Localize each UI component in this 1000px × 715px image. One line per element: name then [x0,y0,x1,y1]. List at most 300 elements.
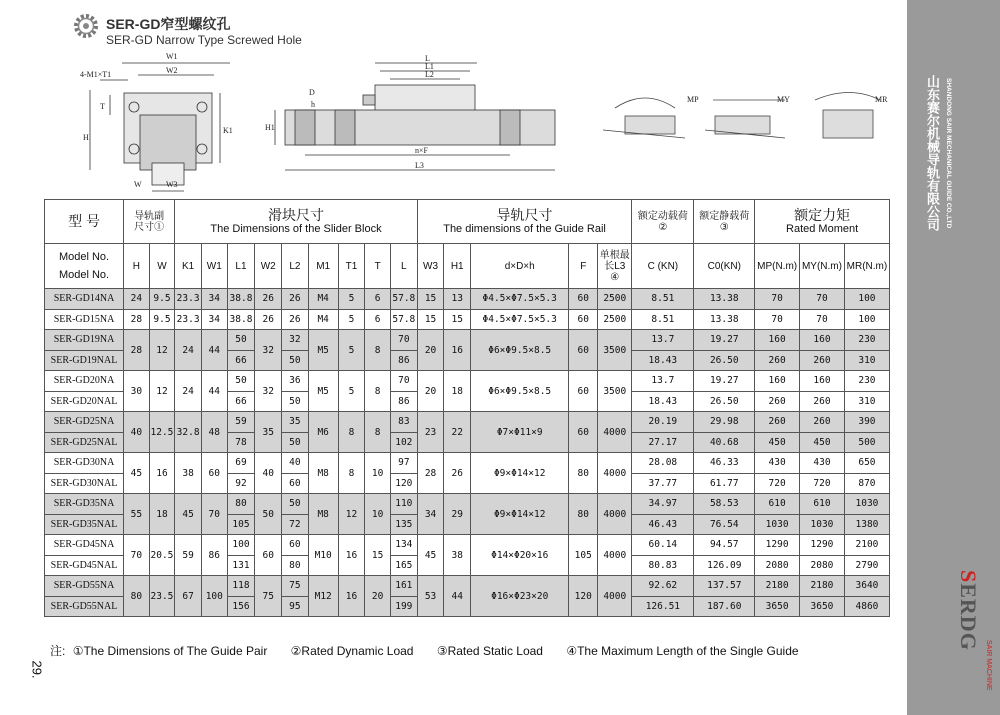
cell-w3: 28 [417,453,444,494]
brand-sub: SAIR MACHINE [985,640,992,691]
footnotes [50,642,819,659]
col-c: C (KN) [632,244,694,289]
cell-l: 102 [390,432,417,453]
cell-m1: M12 [308,576,338,617]
cell-l1: 66 [227,350,255,371]
col-t1: T1 [338,244,365,289]
cell-mp: 430 [755,453,800,474]
cell-t: 8 [365,371,391,412]
cell-h: 28 [124,330,150,371]
cell-l: 110 [390,494,417,515]
cell-my: 70 [800,309,845,330]
cell-c: 46.43 [632,514,694,535]
col-t: T [365,244,391,289]
model-cell: SER-GD45NAL [45,555,124,576]
cell-w: 9.5 [149,289,175,310]
label-my: MY [777,95,790,104]
cell-mp: 3650 [755,596,800,617]
cell-k1: 45 [175,494,202,535]
cell-mp: 720 [755,473,800,494]
table-row [45,309,890,330]
cell-w: 12 [149,371,175,412]
col-m1: M1 [308,244,338,289]
cell-mp: 610 [755,494,800,515]
label-k1: K1 [223,126,233,135]
cell-h1: 22 [444,412,471,453]
cell-my: 260 [800,412,845,433]
cell-w3: 45 [417,535,444,576]
cell-c0: 19.27 [694,330,755,351]
cell-mr: 500 [844,432,889,453]
title-cn: SER-GD窄型螺纹孔 [106,16,231,32]
cell-c0: 126.09 [694,555,755,576]
title-en: SER-GD Narrow Type Screwed Hole [106,33,302,47]
cell-h: 70 [124,535,150,576]
cell-mp: 2080 [755,555,800,576]
cell-m1: M5 [308,330,338,371]
cell-my: 430 [800,453,845,474]
cell-mr: 230 [844,371,889,392]
cell-l: 57.8 [390,309,417,330]
cell-l1: 105 [227,514,255,535]
cell-w2: 32 [255,371,282,412]
moment-diagrams [595,80,890,150]
cell-l2: 32 [282,330,309,351]
cell-ddh: Φ16×Φ23×20 [471,576,569,617]
cell-m1: M4 [308,289,338,310]
cell-w3: 23 [417,412,444,453]
cell-l2: 50 [282,494,309,515]
cell-w2: 50 [255,494,282,535]
cell-l2: 35 [282,412,309,433]
note-4: ④The Maximum Length of the Single Guide [566,644,799,658]
cell-h: 28 [124,309,150,330]
cell-w: 18 [149,494,175,535]
cell-l1: 38.8 [227,309,255,330]
cell-l1: 131 [227,555,255,576]
cell-ddh: Φ9×Φ14×12 [471,453,569,494]
label-mp: MP [687,95,699,104]
cell-k1: 67 [175,576,202,617]
cell-my: 1290 [800,535,845,556]
cell-l: 70 [390,371,417,392]
cell-l1: 100 [227,535,255,556]
cell-mp: 70 [755,289,800,310]
cell-mr: 310 [844,391,889,412]
note-prefix: 注: [50,644,66,658]
cell-t1: 16 [338,535,365,576]
table-row [45,412,890,433]
cell-mp: 1290 [755,535,800,556]
cell-l2: 50 [282,391,309,412]
cell-l3: 4000 [598,412,632,453]
cell-my: 3650 [800,596,845,617]
col-w2: W2 [255,244,282,289]
model-cell: SER-GD19NAL [45,350,124,371]
cell-m1: M10 [308,535,338,576]
cell-l3: 2500 [598,309,632,330]
cell-c: 126.51 [632,596,694,617]
cell-mr: 310 [844,350,889,371]
cell-w1: 70 [201,494,227,535]
cell-c: 8.51 [632,309,694,330]
brand-logo: SERDG [956,570,981,651]
cell-t: 10 [365,494,391,535]
model-cell: SER-GD19NA [45,330,124,351]
model-cell: SER-GD25NA [45,412,124,433]
cell-w2: 32 [255,330,282,371]
model-cell: SER-GD55NA [45,576,124,597]
cell-h: 40 [124,412,150,453]
cell-c: 28.08 [632,453,694,474]
label-l: L [425,54,430,63]
col-my: MY(N.m) [800,244,845,289]
cell-mr: 100 [844,289,889,310]
cell-l2: 95 [282,596,309,617]
label-w1: W1 [166,52,178,61]
cell-w1: 60 [201,453,227,494]
cell-l: 134 [390,535,417,556]
cell-f: 80 [569,494,598,535]
col-w3: W3 [417,244,444,289]
cell-w2: 40 [255,453,282,494]
note-2: ②Rated Dynamic Load [290,644,414,658]
col-h1: H1 [444,244,471,289]
model-cell: SER-GD20NA [45,371,124,392]
cell-h1: 44 [444,576,471,617]
cell-m1: M6 [308,412,338,453]
col-w1: W1 [201,244,227,289]
cell-my: 610 [800,494,845,515]
cell-l3: 2500 [598,289,632,310]
cell-l2: 60 [282,535,309,556]
cell-c0: 19.27 [694,371,755,392]
cell-w1: 100 [201,576,227,617]
cell-f: 80 [569,453,598,494]
cell-c: 20.19 [632,412,694,433]
cell-l1: 50 [227,371,255,392]
cell-ddh: Φ14×Φ20×16 [471,535,569,576]
cell-my: 260 [800,350,845,371]
cell-f: 60 [569,412,598,453]
cell-t1: 16 [338,576,365,617]
cell-w: 12.5 [149,412,175,453]
cell-c: 8.51 [632,289,694,310]
cell-l1: 38.8 [227,289,255,310]
cell-my: 2180 [800,576,845,597]
cell-h1: 13 [444,289,471,310]
col-c0: C0(KN) [694,244,755,289]
cell-l2: 50 [282,350,309,371]
cell-l: 161 [390,576,417,597]
cell-mp: 260 [755,391,800,412]
head-static: 额定静载荷 ③ [694,200,755,244]
cell-f: 120 [569,576,598,617]
cell-mp: 160 [755,330,800,351]
cell-t: 10 [365,453,391,494]
head-slider: 滑块尺寸 The Dimensions of the Slider Block [175,200,417,244]
company-cn: 山东赛尔机械导轨有限公司 [925,75,940,231]
cell-t1: 5 [338,330,365,371]
cell-l: 70 [390,330,417,351]
model-cell: SER-GD35NA [45,494,124,515]
cell-l: 83 [390,412,417,433]
cell-l1: 78 [227,432,255,453]
cell-l1: 69 [227,453,255,474]
cell-ddh: Φ6×Φ9.5×8.5 [471,330,569,371]
cell-l1: 92 [227,473,255,494]
cell-k1: 24 [175,330,202,371]
cell-w1: 44 [201,371,227,412]
cell-t1: 8 [338,412,365,453]
cell-c: 18.43 [632,350,694,371]
cell-my: 70 [800,289,845,310]
cell-w1: 34 [201,309,227,330]
head-moment: 额定力矩 Rated Moment [755,200,890,244]
cell-my: 450 [800,432,845,453]
cell-h1: 26 [444,453,471,494]
cell-k1: 23.3 [175,309,202,330]
cell-l: 86 [390,350,417,371]
cell-mp: 70 [755,309,800,330]
cell-c: 13.7 [632,371,694,392]
cell-mr: 390 [844,412,889,433]
cell-mr: 4860 [844,596,889,617]
cell-l2: 26 [282,309,309,330]
cell-mr: 870 [844,473,889,494]
cell-l1: 80 [227,494,255,515]
cell-l3: 3500 [598,371,632,412]
model-cell: SER-GD30NAL [45,473,124,494]
col-l3: 单根最 长L3 ④ [598,244,632,289]
table-row [45,330,890,351]
cell-l2: 26 [282,289,309,310]
cell-w3: 53 [417,576,444,617]
cell-w2: 75 [255,576,282,617]
cell-c0: 94.57 [694,535,755,556]
cell-c: 13.7 [632,330,694,351]
cell-l2: 50 [282,432,309,453]
cell-t: 8 [365,330,391,371]
cell-k1: 59 [175,535,202,576]
cell-mp: 450 [755,432,800,453]
cell-mr: 3640 [844,576,889,597]
cell-t1: 5 [338,371,365,412]
cell-l1: 156 [227,596,255,617]
cell-f: 60 [569,289,598,310]
col-ddh: d×D×h [471,244,569,289]
cell-my: 720 [800,473,845,494]
cell-l1: 118 [227,576,255,597]
cell-l: 199 [390,596,417,617]
cell-mr: 1380 [844,514,889,535]
cell-f: 60 [569,371,598,412]
col-f: F [569,244,598,289]
cell-h: 80 [124,576,150,617]
cell-c: 37.77 [632,473,694,494]
cell-w: 20.5 [149,535,175,576]
label-small-h: h [311,100,315,109]
cell-l: 165 [390,555,417,576]
col-mp: MP(N.m) [755,244,800,289]
cell-ddh: Φ4.5×Φ7.5×5.3 [471,289,569,310]
col-l2: L2 [282,244,309,289]
cell-l: 120 [390,473,417,494]
cell-c0: 29.98 [694,412,755,433]
cell-k1: 23.3 [175,289,202,310]
cell-my: 2080 [800,555,845,576]
gear-icon [72,12,100,40]
cell-m1: M8 [308,494,338,535]
cell-mp: 260 [755,350,800,371]
company-en: SHANDONG SAIR MECHANICAL GUIDE CO.,LTD [945,78,952,229]
model-cell: SER-GD15NA [45,309,124,330]
spec-table-body [45,289,890,617]
cell-mp: 160 [755,371,800,392]
cell-ddh: Φ4.5×Φ7.5×5.3 [471,309,569,330]
cell-ddh: Φ6×Φ9.5×8.5 [471,371,569,412]
cell-w2: 35 [255,412,282,453]
cell-l: 86 [390,391,417,412]
page-number: 29. [29,660,45,679]
cell-w3: 15 [417,289,444,310]
label-w2: W2 [166,66,178,75]
label-mr: MR [875,95,888,104]
cell-k1: 38 [175,453,202,494]
cell-h: 55 [124,494,150,535]
model-cell: SER-GD30NA [45,453,124,474]
head-pair: 导轨副 尺寸① [124,200,175,244]
cell-h1: 15 [444,309,471,330]
cell-w1: 48 [201,412,227,453]
cell-k1: 32.8 [175,412,202,453]
cell-l: 97 [390,453,417,474]
cell-mr: 2790 [844,555,889,576]
label-w3: W3 [166,180,178,189]
side-view-diagram [265,45,565,190]
cell-t1: 12 [338,494,365,535]
cell-ddh: Φ7×Φ11×9 [471,412,569,453]
head-rail: 导轨尺寸 The dimensions of the Guide Rail [417,200,632,244]
cell-c0: 13.38 [694,309,755,330]
col-h: H [124,244,150,289]
cell-l2: 40 [282,453,309,474]
model-cell: SER-GD20NAL [45,391,124,412]
cell-t1: 5 [338,289,365,310]
cell-h1: 38 [444,535,471,576]
cell-t: 20 [365,576,391,617]
model-cell: SER-GD35NAL [45,514,124,535]
cell-mp: 1030 [755,514,800,535]
head-model-no: Model No. Model No. [45,244,124,289]
cell-t: 8 [365,412,391,453]
cell-c0: 40.68 [694,432,755,453]
cell-my: 260 [800,391,845,412]
table-row [45,289,890,310]
cell-l2: 72 [282,514,309,535]
label-h1: H1 [265,123,275,132]
table-row [45,494,890,515]
cell-w1: 34 [201,289,227,310]
cell-w2: 60 [255,535,282,576]
cell-c0: 137.57 [694,576,755,597]
cell-c0: 76.54 [694,514,755,535]
cell-ddh: Φ9×Φ14×12 [471,494,569,535]
cell-c0: 26.50 [694,391,755,412]
model-cell: SER-GD25NAL [45,432,124,453]
cell-h1: 29 [444,494,471,535]
cell-m1: M8 [308,453,338,494]
cell-w: 23.5 [149,576,175,617]
cell-f: 60 [569,330,598,371]
model-cell: SER-GD55NAL [45,596,124,617]
cell-l2: 36 [282,371,309,392]
note-3: ③Rated Static Load [436,644,543,658]
cell-h: 24 [124,289,150,310]
cell-h1: 18 [444,371,471,412]
cell-w3: 34 [417,494,444,535]
cell-l: 57.8 [390,289,417,310]
cell-t: 6 [365,309,391,330]
label-l2: L2 [425,70,434,79]
cell-w3: 20 [417,371,444,412]
label-t: T [100,102,105,111]
cell-w: 9.5 [149,309,175,330]
cell-h: 30 [124,371,150,412]
cell-w1: 86 [201,535,227,576]
cell-c: 34.97 [632,494,694,515]
front-view-diagram [80,45,250,195]
cell-k1: 24 [175,371,202,412]
col-k1: K1 [175,244,202,289]
model-cell: SER-GD14NA [45,289,124,310]
cell-h1: 16 [444,330,471,371]
cell-mr: 650 [844,453,889,474]
label-h: H [83,133,89,142]
note-1: ①The Dimensions of The Guide Pair [72,644,268,658]
cell-my: 1030 [800,514,845,535]
cell-l3: 3500 [598,330,632,371]
cell-l2: 60 [282,473,309,494]
cell-l2: 80 [282,555,309,576]
cell-c0: 46.33 [694,453,755,474]
label-d: D [309,88,315,97]
col-w: W [149,244,175,289]
cell-l1: 50 [227,330,255,351]
cell-f: 105 [569,535,598,576]
table-row [45,576,890,597]
cell-t1: 5 [338,309,365,330]
cell-m1: M5 [308,371,338,412]
cell-w3: 15 [417,309,444,330]
head-dynamic: 额定动载荷 ② [632,200,694,244]
cell-t: 6 [365,289,391,310]
cell-h: 45 [124,453,150,494]
col-l1: L1 [227,244,255,289]
cell-mp: 260 [755,412,800,433]
cell-l3: 4000 [598,453,632,494]
label-l1: L1 [425,62,434,71]
cell-mr: 2100 [844,535,889,556]
cell-c: 92.62 [632,576,694,597]
col-mr: MR(N.m) [844,244,889,289]
cell-mr: 230 [844,330,889,351]
cell-c: 80.83 [632,555,694,576]
cell-c0: 26.50 [694,350,755,371]
cell-l1: 66 [227,391,255,412]
cell-l2: 75 [282,576,309,597]
cell-l3: 4000 [598,535,632,576]
